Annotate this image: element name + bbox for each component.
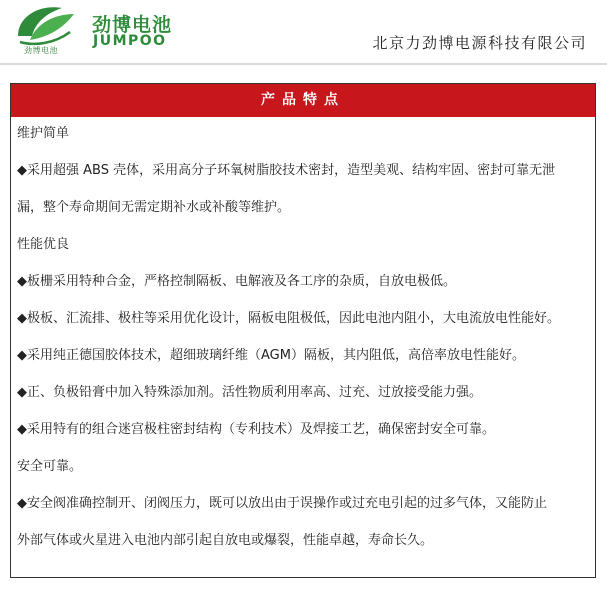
company-name: 北京力劲博电源科技有限公司 bbox=[372, 34, 587, 52]
brand-name-cn: 劲博电池 bbox=[92, 14, 173, 36]
features-panel bbox=[10, 83, 596, 578]
feature-line: 漏，整个寿命期间无需定期补水或补酸等维护。 bbox=[17, 200, 291, 215]
feature-line: 外部气体或火星进入电池内部引起自放电或爆裂，性能卓越，寿命长久。 bbox=[17, 533, 434, 548]
feature-line: ◆极板、汇流排、极柱等采用优化设计，隔板电阻极低，因此电池内阻小，大电流放电性能好。 bbox=[17, 311, 560, 326]
feature-line: ◆采用特有的组合迷宫极柱密封结构（专利技术）及焊接工艺，确保密封安全可靠。 bbox=[17, 422, 495, 437]
feature-line: ◆采用纯正德国胶体技术，超细玻璃纤维（AGM）隔板，其内阻低，高倍率放电性能好。 bbox=[17, 348, 525, 363]
header-divider bbox=[0, 63, 607, 65]
section-heading-safety: 安全可靠。 bbox=[17, 459, 83, 474]
features-content bbox=[11, 117, 595, 549]
feature-line: ◆安全阀准确控制开、闭阀压力，既可以放出由于误操作或过充电引起的过多气体，又能防止 bbox=[17, 496, 547, 511]
feature-line: ◆采用超强 ABS 壳体，采用高分子环氧树脂胶技术密封，造型美观、结构牢固、密封可靠无泄 bbox=[17, 163, 556, 178]
logo-caption: 劲博电池 bbox=[24, 46, 58, 55]
panel-title: 产品特点 bbox=[11, 84, 595, 117]
feature-line: ◆板栅采用特种合金，严格控制隔板、电解液及各工序的杂质，自放电极低。 bbox=[17, 274, 456, 289]
page-header bbox=[0, 0, 607, 70]
section-heading-maintenance: 维护简单 bbox=[17, 126, 70, 141]
brand-name-en: JUMPOO bbox=[93, 33, 167, 49]
section-heading-performance: 性能优良 bbox=[17, 237, 70, 252]
feature-line: ◆正、负极铅膏中加入特殊添加剂。活性物质利用率高、过充、过放接受能力强。 bbox=[17, 385, 482, 400]
